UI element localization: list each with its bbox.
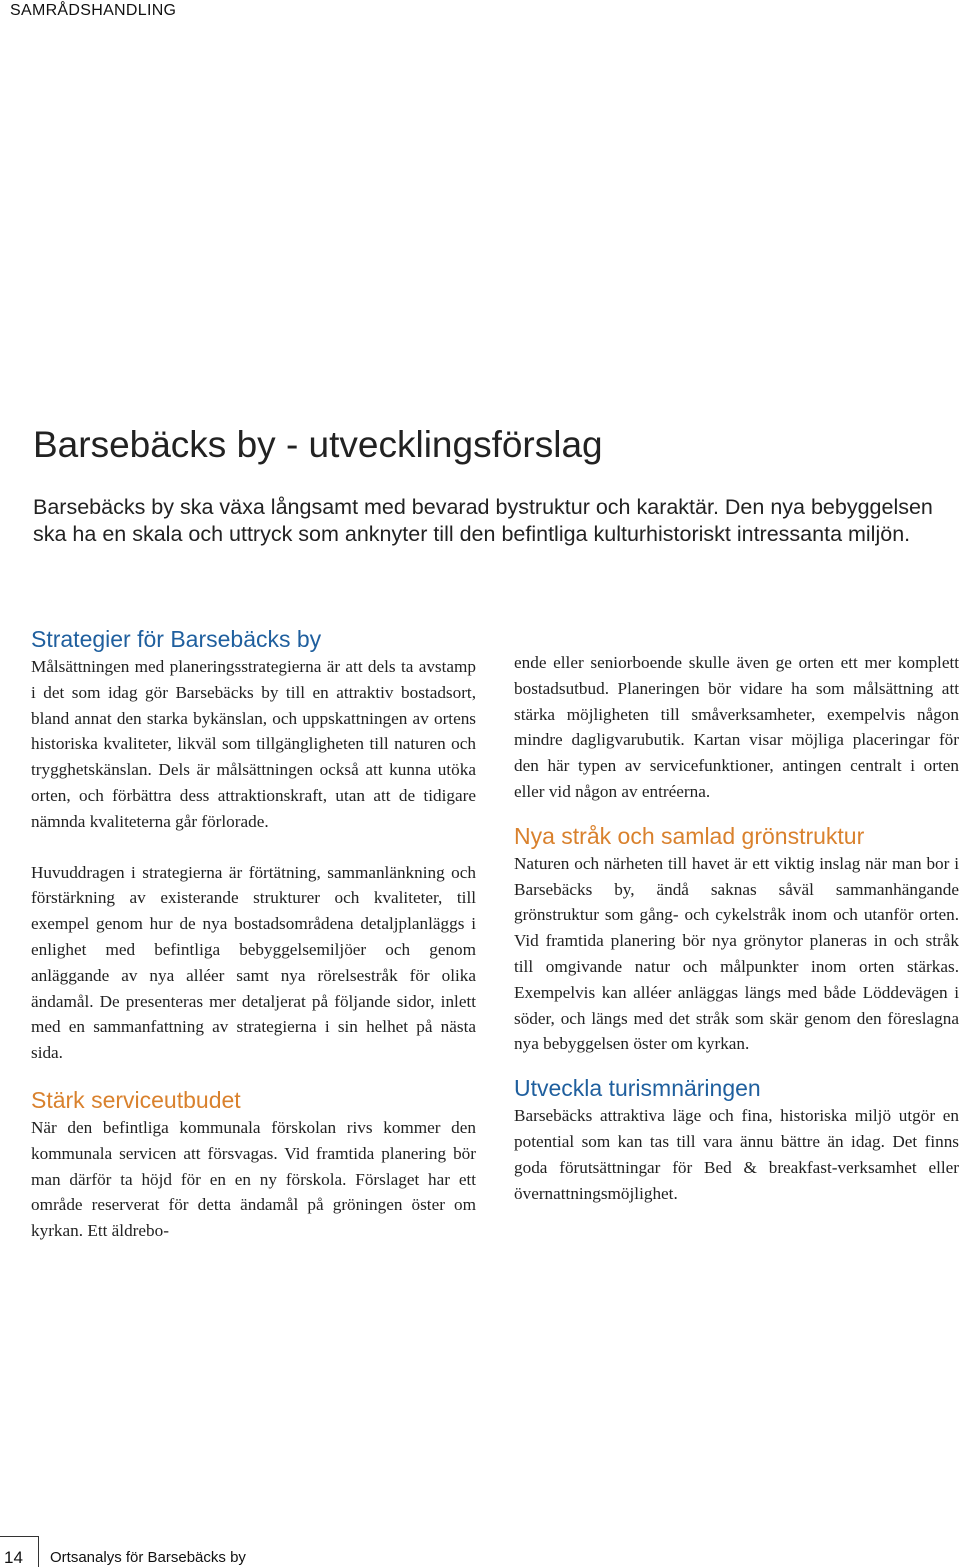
- lead-paragraph: Barsebäcks by ska växa långsamt med bevarad bystruktur och karaktär. Den nya bebyggelsen ska ha en skala och uttryck som anknyter till den befintliga kulturhistoriskt intressanta miljön.: [33, 495, 933, 546]
- strategies-paragraph-1: Målsättningen med planeringsstrategierna är att dels ta avstamp i det som idag gör Barsebäcks by till en attraktiv bostadsort, bland annat den starka bykänslan, och uppskattningen av ortens historiska kvaliteter, likväl som tillgängligheten till naturen och trygghetskänslan. Dels är målsättningen också att kunna utöka orten, och förbättra dess attraktionskraft, utan att de tidigare nämnda kvaliteterna går förlorade.: [31, 657, 476, 831]
- green-structure-heading: Nya stråk och samlad grönstruktur: [514, 822, 865, 849]
- right-column: [514, 650, 959, 1206]
- service-paragraph-continued: ende eller seniorboende skulle även ge orten ett mer komplett bostadsutbud. Planeringen bör vidare ha som målsättning att stärka möjligheten till småverksamheter, exempelvis någon mindre dagligvarubutik. Kartan visar möjliga placeringar för den här typen av servicefunktioner, antingen centralt i orten eller vid någon av entréerna.: [514, 653, 959, 801]
- strategies-heading: Strategier för Barsebäcks by: [31, 626, 322, 652]
- green-structure-paragraph: Naturen och närheten till havet är ett viktig inslag när man bor i Barsebäcks by, ändå saknas såväl sammanhängande grönstruktur som gång- och cykelstråk inom och utanför orten. Vid framtida planering bör nya grönytor planeras in och stråk till omgivande natur och målpunkter inom orten stärkas. Exempelvis kan alléer anläggas längs med både Löddevägen i söder, och längs med det stråk som skär genom den föreslagna nya bebyggelsen öster om kyrkan.: [514, 853, 959, 1054]
- left-column: [31, 624, 476, 1244]
- service-paragraph: När den befintliga kommunala förskolan rivs kommer den kommunala servicen att försvagas. Vid framtida planering bör man därför ta höjd för en en ny förskola. Förslaget har ett område reserverat för detta ändamål på gröningen öster om kyrkan. Ett äldrebo-: [31, 1117, 476, 1241]
- footer-divider: [38, 1536, 39, 1567]
- tourism-heading: Utveckla turismnäringen: [514, 1075, 761, 1102]
- service-heading: Stärk serviceutbudet: [31, 1086, 241, 1113]
- footer-doc-title: Ortsanalys för Barsebäcks by: [50, 1549, 246, 1566]
- page-footer: [0, 1536, 960, 1567]
- strategies-paragraph-2: Huvuddragen i strategierna är förtätning, sammanlänkning och förstärkning av existerande strukturer och kvaliteter, till exempel genom hur de nya bostadsområdena detaljplanläggs i enlighet med befintliga bebyggelsemiljöer och genom anläggande av nya alléer samt nya rörelsestråk för olika ändamål. De presenteras mer detaljerat på följande sidor, inlett med en sammanfattning av strategierna i sin helhet på nästa sida.: [31, 862, 476, 1063]
- header-label: SAMRÅDSHANDLING: [10, 2, 177, 19]
- tourism-paragraph: Barsebäcks attraktiva läge och fina, historiska miljö utgör en potential som kan tas till vara ännu bättre än idag. Det finns goda förutsättningar för Bed & breakfast-verksamhet eller övernattningsmöjlighet.: [514, 1106, 959, 1203]
- page-number: 14: [4, 1548, 23, 1567]
- page-title: Barsebäcks by - utvecklingsförslag: [33, 424, 603, 465]
- footer-rule: [0, 1536, 38, 1537]
